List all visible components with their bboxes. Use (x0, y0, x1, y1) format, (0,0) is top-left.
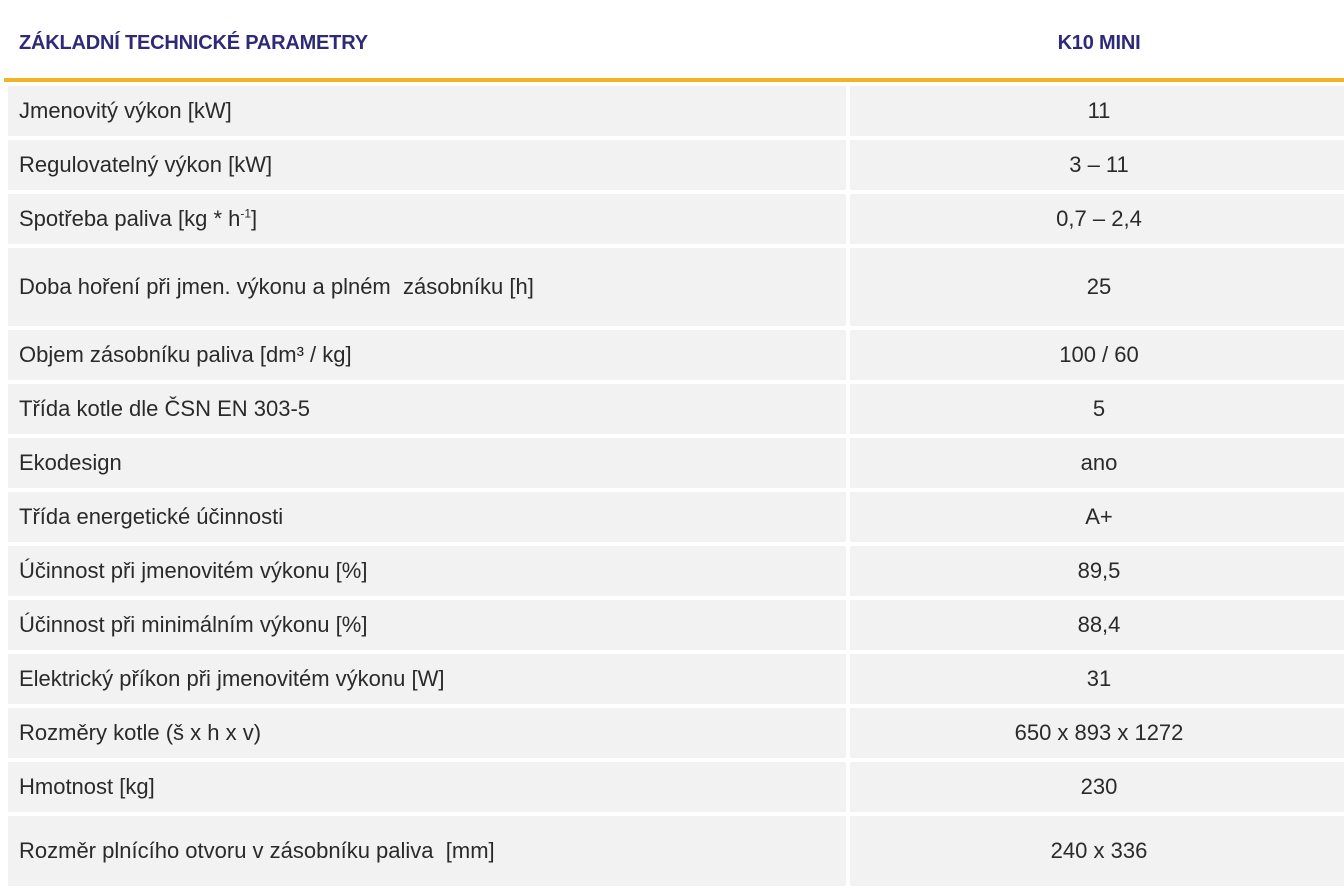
row-value: 89,5 (1077, 558, 1121, 583)
row-label: Jmenovitý výkon [kW] (19, 98, 232, 123)
row-label: Rozměr plnícího otvoru v zásobníku paliva [mm] (19, 838, 495, 863)
header-parameters-label: ZÁKLADNÍ TECHNICKÉ PARAMETRY (19, 31, 368, 54)
header-model-label: K10 MINI (1057, 31, 1141, 54)
row-value-cell (850, 248, 1344, 326)
row-value-cell (850, 194, 1344, 244)
row-value: A+ (1085, 504, 1113, 529)
row-label: Objem zásobníku paliva [dm³ / kg] (19, 342, 352, 367)
row-label: Rozměry kotle (š x h x v) (19, 720, 262, 745)
row-value-cell (850, 140, 1344, 190)
row-value-cell (850, 438, 1344, 488)
technical-parameters-table (8, 8, 1344, 886)
row-label-cell (8, 816, 846, 886)
row-label-cell (8, 654, 846, 704)
row-label-cell (8, 140, 846, 190)
row-label: Třída energetické účinnosti (19, 504, 284, 529)
row-value-cell (850, 492, 1344, 542)
row-label-cell (8, 438, 846, 488)
row-value: 230 (1080, 774, 1118, 799)
row-label: Třída kotle dle ČSN EN 303-5 (19, 396, 311, 421)
row-label: Hmotnost [kg] (19, 774, 155, 799)
row-value: 5 (1092, 396, 1106, 421)
row-value-cell (850, 600, 1344, 650)
row-value: 0,7 – 2,4 (1056, 206, 1142, 231)
row-label: Doba hoření při jmen. výkonu a plném zásobníku [h] (19, 274, 534, 299)
row-label: Ekodesign (19, 450, 122, 475)
row-label-cell (8, 330, 846, 380)
row-label-cell (8, 708, 846, 758)
row-value: ano (1080, 450, 1118, 475)
row-label: Regulovatelný výkon [kW] (19, 152, 273, 177)
row-label-cell (8, 194, 846, 244)
row-label-suffix: ] (251, 206, 258, 231)
row-value-cell (850, 816, 1344, 886)
row-label-cell (8, 248, 846, 326)
row-label-cell (8, 384, 846, 434)
row-label: Účinnost při jmenovitém výkonu [%] (19, 558, 368, 583)
row-value-cell (850, 654, 1344, 704)
row-value: 25 (1086, 274, 1112, 299)
row-label-cell (8, 762, 846, 812)
row-value: 240 x 336 (1050, 838, 1148, 863)
row-value: 650 x 893 x 1272 (1014, 720, 1184, 745)
row-label (19, 206, 257, 232)
header-divider (4, 78, 1344, 82)
row-value-cell (850, 330, 1344, 380)
row-label: Účinnost při minimálním výkonu [%] (19, 612, 368, 637)
row-label-main: Spotřeba paliva [kg * h (19, 206, 241, 231)
row-value-cell (850, 708, 1344, 758)
row-value: 88,4 (1077, 612, 1121, 637)
row-value-cell (850, 384, 1344, 434)
row-value: 31 (1086, 666, 1112, 691)
row-value: 100 / 60 (1059, 342, 1139, 367)
row-value-cell (850, 762, 1344, 812)
row-label-cell (8, 86, 846, 136)
row-label-cell (8, 600, 846, 650)
row-value: 3 – 11 (1069, 152, 1129, 177)
row-value-cell (850, 86, 1344, 136)
header-cell-model (850, 8, 1344, 78)
row-label: Elektrický příkon při jmenovitém výkonu [W] (19, 666, 445, 691)
row-label-cell (8, 492, 846, 542)
row-value-cell (850, 546, 1344, 596)
row-label-superscript: -1 (240, 206, 252, 221)
header-cell-parameters (8, 8, 846, 78)
row-label-cell (8, 546, 846, 596)
row-value: 11 (1087, 98, 1111, 123)
